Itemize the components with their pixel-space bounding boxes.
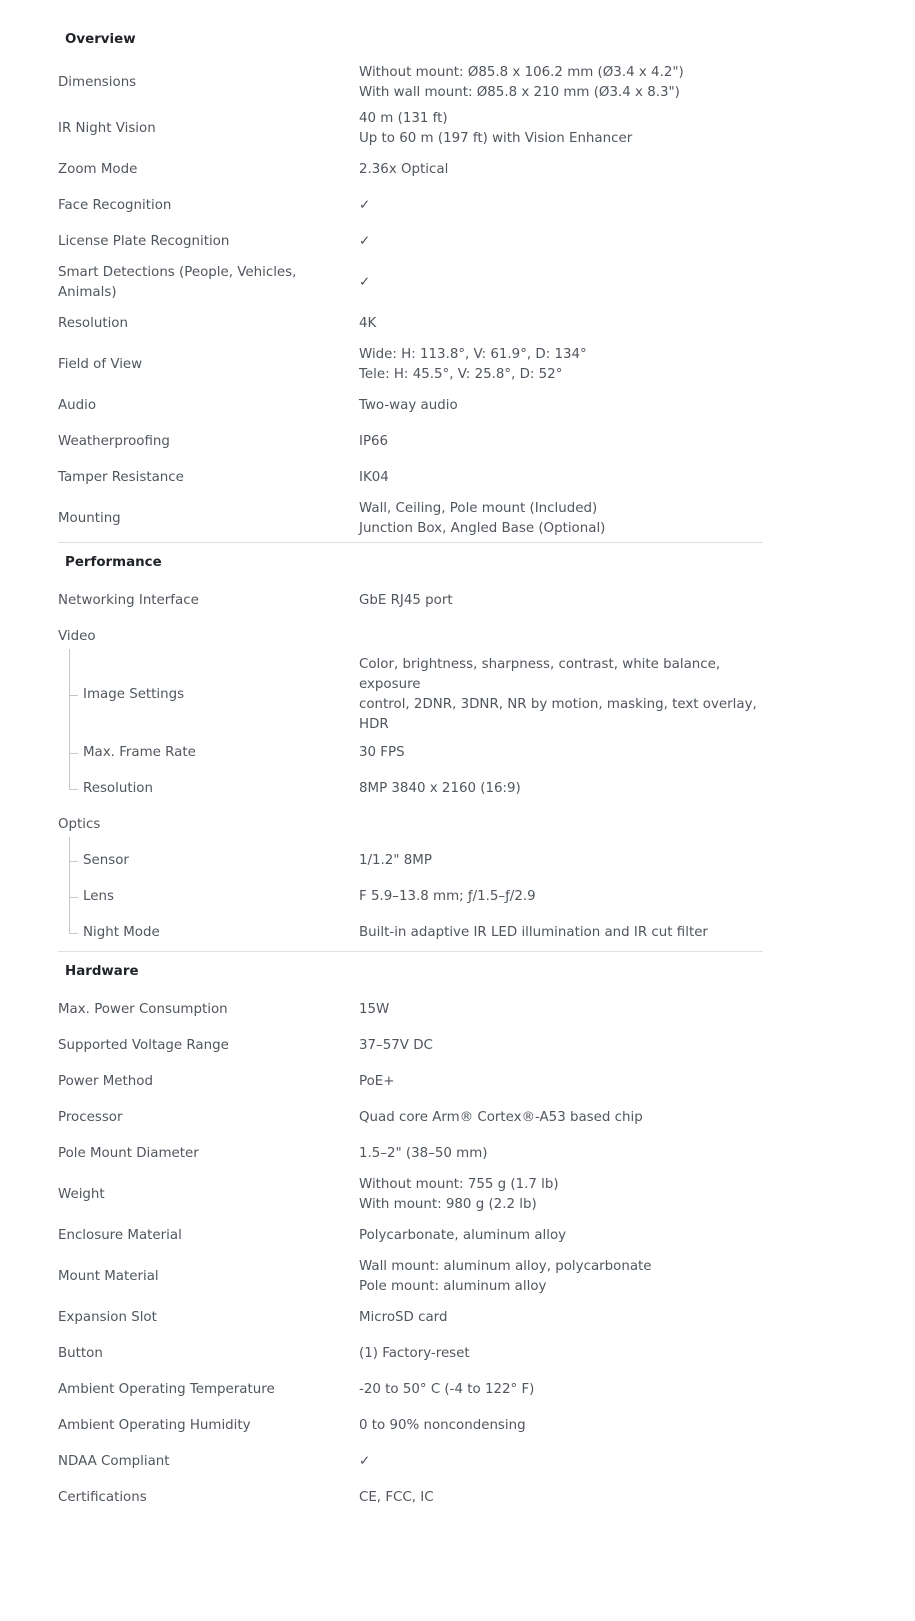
spec-label: Lens bbox=[83, 889, 114, 904]
spec-label: Expansion Slot bbox=[58, 1310, 157, 1325]
spec-label: Resolution bbox=[58, 316, 128, 331]
spec-row-mount-material bbox=[58, 1254, 763, 1300]
spec-value-line: PoE+ bbox=[359, 1074, 395, 1089]
spec-value bbox=[359, 1308, 763, 1328]
spec-value-line: Without mount: 755 g (1.7 lb) bbox=[359, 1177, 559, 1192]
spec-row-max-frame-rate bbox=[83, 735, 763, 771]
spec-row-networking-interface bbox=[58, 583, 763, 619]
spec-row-supported-voltage-range bbox=[58, 1028, 763, 1064]
spec-label: Field of View bbox=[58, 357, 143, 372]
spec-value bbox=[359, 923, 763, 943]
spec-row-pole-mount-diameter bbox=[58, 1136, 763, 1172]
spec-subrow-image-settings bbox=[58, 655, 763, 735]
spec-value bbox=[359, 160, 763, 180]
spec-value-line: Wall mount: aluminum alloy, polycarbonate bbox=[359, 1259, 652, 1274]
spec-value-line: 30 FPS bbox=[359, 745, 405, 760]
spec-row-field-of-view bbox=[58, 342, 763, 388]
spec-subrow-resolution bbox=[58, 771, 763, 807]
tree-connector bbox=[69, 897, 78, 898]
spec-value bbox=[359, 196, 763, 216]
spec-label: Night Mode bbox=[83, 925, 160, 940]
spec-value-line: 1.5–2" (38–50 mm) bbox=[359, 1146, 488, 1161]
section-performance bbox=[58, 542, 763, 951]
spec-value-line: With mount: 980 g (2.2 lb) bbox=[359, 1197, 537, 1212]
spec-value bbox=[359, 468, 763, 488]
spec-label: Zoom Mode bbox=[58, 162, 138, 177]
spec-value bbox=[359, 1175, 763, 1215]
spec-value-line: Without mount: Ø85.8 x 106.2 mm (Ø3.4 x 4.2") bbox=[359, 65, 684, 80]
spec-label: Networking Interface bbox=[58, 593, 199, 608]
spec-label: IR Night Vision bbox=[58, 121, 156, 136]
spec-label: Ambient Operating Temperature bbox=[58, 1382, 275, 1397]
spec-value-line: Up to 60 m (197 ft) with Vision Enhancer bbox=[359, 131, 633, 146]
tree-line bbox=[69, 649, 70, 789]
spec-row-weight bbox=[58, 1172, 763, 1218]
spec-row-ambient-operating-temperature bbox=[58, 1372, 763, 1408]
spec-value bbox=[359, 345, 763, 385]
spec-value bbox=[359, 1036, 763, 1056]
spec-row-license-plate-recognition bbox=[58, 224, 763, 260]
spec-label: Max. Power Consumption bbox=[58, 1002, 228, 1017]
spec-value-line: Wide: H: 113.8°, V: 61.9°, D: 134° bbox=[359, 347, 587, 362]
spec-label: Certifications bbox=[58, 1490, 147, 1505]
spec-value bbox=[359, 1452, 763, 1472]
spec-value-line: Two-way audio bbox=[359, 398, 458, 413]
tree-connector bbox=[69, 933, 78, 934]
spec-label: Max. Frame Rate bbox=[83, 745, 196, 760]
spec-row-max-power-consumption bbox=[58, 992, 763, 1028]
spec-value bbox=[359, 655, 763, 735]
spec-label: Sensor bbox=[83, 853, 129, 868]
spec-label: License Plate Recognition bbox=[58, 234, 230, 249]
spec-row-ndaa-compliant bbox=[58, 1444, 763, 1480]
spec-value-line: 37–57V DC bbox=[359, 1038, 433, 1053]
spec-value bbox=[359, 779, 763, 799]
spec-row-resolution bbox=[83, 771, 763, 807]
spec-group-label: Video bbox=[58, 629, 96, 644]
spec-label: Mount Material bbox=[58, 1269, 159, 1284]
spec-value bbox=[359, 887, 763, 907]
spec-value-line: 15W bbox=[359, 1002, 390, 1017]
spec-group-children bbox=[58, 655, 763, 807]
spec-row-processor bbox=[58, 1100, 763, 1136]
spec-value bbox=[359, 63, 763, 103]
tree-connector bbox=[69, 861, 78, 862]
spec-label: Dimensions bbox=[58, 75, 137, 90]
spec-value bbox=[359, 851, 763, 871]
spec-label: Face Recognition bbox=[58, 198, 172, 213]
spec-value bbox=[359, 396, 763, 416]
spec-row-image-settings bbox=[83, 655, 763, 735]
spec-label: NDAA Compliant bbox=[58, 1454, 170, 1469]
spec-row-smart-detections-people-vehicles-animals bbox=[58, 260, 763, 306]
spec-row-weatherproofing bbox=[58, 424, 763, 460]
spec-value-line: F 5.9–13.8 mm; ƒ/1.5–ƒ/2.9 bbox=[359, 889, 536, 904]
spec-value-line: Built-in adaptive IR LED illumination and IR cut filter bbox=[359, 925, 708, 940]
checkmark-icon: ✓ bbox=[359, 275, 371, 290]
spec-value bbox=[359, 1108, 763, 1128]
spec-value-line: 1/1.2" 8MP bbox=[359, 853, 432, 868]
spec-value-line: With wall mount: Ø85.8 x 210 mm (Ø3.4 x 8.3") bbox=[359, 85, 680, 100]
section-title: Overview bbox=[65, 32, 136, 47]
spec-subrow-night-mode bbox=[58, 915, 763, 951]
spec-value bbox=[359, 314, 763, 334]
spec-value-line: 0 to 90% noncondensing bbox=[359, 1418, 526, 1433]
section-overview bbox=[58, 0, 763, 542]
spec-row-mounting bbox=[58, 496, 763, 542]
spec-subrow-lens bbox=[58, 879, 763, 915]
spec-value-line: CE, FCC, IC bbox=[359, 1490, 434, 1505]
spec-row-face-recognition bbox=[58, 188, 763, 224]
spec-label: Button bbox=[58, 1346, 103, 1361]
spec-row-lens bbox=[83, 879, 763, 915]
spec-value-line: GbE RJ45 port bbox=[359, 593, 453, 608]
spec-value-line: 4K bbox=[359, 316, 377, 331]
spec-value-line: Junction Box, Angled Base (Optional) bbox=[359, 521, 606, 536]
spec-value bbox=[359, 1072, 763, 1092]
spec-value-line: IP66 bbox=[359, 434, 389, 449]
spec-label: Resolution bbox=[83, 781, 153, 796]
spec-label: Power Method bbox=[58, 1074, 153, 1089]
section-title: Hardware bbox=[65, 964, 139, 979]
spec-label: Mounting bbox=[58, 511, 121, 526]
spec-value-line: IK04 bbox=[359, 470, 389, 485]
spec-value bbox=[359, 432, 763, 452]
spec-row-dimensions bbox=[58, 60, 763, 106]
spec-row-tamper-resistance bbox=[58, 460, 763, 496]
spec-value bbox=[359, 1344, 763, 1364]
spec-value bbox=[359, 1416, 763, 1436]
spec-label: Processor bbox=[58, 1110, 123, 1125]
section-title: Performance bbox=[65, 555, 162, 570]
spec-value-line: (1) Factory-reset bbox=[359, 1346, 470, 1361]
spec-value-line: Pole mount: aluminum alloy bbox=[359, 1279, 547, 1294]
spec-label: Tamper Resistance bbox=[58, 470, 184, 485]
tree-line bbox=[69, 837, 70, 933]
spec-value bbox=[359, 1144, 763, 1164]
spec-label: Enclosure Material bbox=[58, 1228, 182, 1243]
spec-value bbox=[359, 232, 763, 252]
spec-label: Pole Mount Diameter bbox=[58, 1146, 199, 1161]
tree-connector bbox=[69, 753, 78, 754]
checkmark-icon: ✓ bbox=[359, 198, 371, 213]
tree-connector bbox=[69, 695, 78, 696]
spec-group-video bbox=[58, 619, 763, 655]
spec-table bbox=[58, 0, 763, 1516]
tree-connector bbox=[69, 789, 78, 790]
spec-row-ambient-operating-humidity bbox=[58, 1408, 763, 1444]
spec-value bbox=[359, 591, 763, 611]
spec-subrow-sensor bbox=[58, 843, 763, 879]
spec-label: Image Settings bbox=[83, 687, 185, 702]
spec-value bbox=[359, 1488, 763, 1508]
spec-label: Audio bbox=[58, 398, 97, 413]
spec-group-label: Optics bbox=[58, 817, 101, 832]
spec-value-line: 2.36x Optical bbox=[359, 162, 449, 177]
spec-label: Ambient Operating Humidity bbox=[58, 1418, 251, 1433]
spec-value bbox=[359, 1380, 763, 1400]
spec-value bbox=[359, 499, 763, 539]
spec-row-sensor bbox=[83, 843, 763, 879]
spec-value-line: -20 to 50° C (-4 to 122° F) bbox=[359, 1382, 535, 1397]
section-hardware bbox=[58, 951, 763, 1516]
spec-value-line: MicroSD card bbox=[359, 1310, 448, 1325]
spec-row-ir-night-vision bbox=[58, 106, 763, 152]
checkmark-icon: ✓ bbox=[359, 234, 371, 249]
spec-group-children bbox=[58, 843, 763, 951]
spec-value-line: 40 m (131 ft) bbox=[359, 111, 448, 126]
spec-row-night-mode bbox=[83, 915, 763, 951]
spec-row-enclosure-material bbox=[58, 1218, 763, 1254]
spec-row-resolution bbox=[58, 306, 763, 342]
spec-row-audio bbox=[58, 388, 763, 424]
spec-value-line: Color, brightness, sharpness, contrast, white balance, exposure bbox=[359, 657, 721, 692]
checkmark-icon: ✓ bbox=[359, 1454, 371, 1469]
spec-row-expansion-slot bbox=[58, 1300, 763, 1336]
spec-value bbox=[359, 1000, 763, 1020]
spec-value-line: Quad core Arm® Cortex®-A53 based chip bbox=[359, 1110, 643, 1125]
spec-value-line: 8MP 3840 x 2160 (16:9) bbox=[359, 781, 521, 796]
spec-value bbox=[359, 1257, 763, 1297]
spec-value-line: Wall, Ceiling, Pole mount (Included) bbox=[359, 501, 598, 516]
spec-label: Supported Voltage Range bbox=[58, 1038, 229, 1053]
spec-label: Weight bbox=[58, 1187, 105, 1202]
spec-value bbox=[359, 743, 763, 763]
spec-label: Weatherproofing bbox=[58, 434, 170, 449]
spec-value bbox=[359, 109, 763, 149]
spec-value-line: control, 2DNR, 3DNR, NR by motion, masking, text overlay, HDR bbox=[359, 697, 757, 732]
spec-row-zoom-mode bbox=[58, 152, 763, 188]
spec-subrow-max-frame-rate bbox=[58, 735, 763, 771]
spec-row-button bbox=[58, 1336, 763, 1372]
spec-row-certifications bbox=[58, 1480, 763, 1516]
spec-value-line: Polycarbonate, aluminum alloy bbox=[359, 1228, 567, 1243]
spec-row-power-method bbox=[58, 1064, 763, 1100]
spec-group-optics bbox=[58, 807, 763, 843]
spec-value bbox=[359, 1226, 763, 1246]
spec-label: Smart Detections (People, Vehicles, Animals) bbox=[58, 265, 297, 300]
spec-value-line: Tele: H: 45.5°, V: 25.8°, D: 52° bbox=[359, 367, 563, 382]
spec-value bbox=[359, 273, 763, 293]
